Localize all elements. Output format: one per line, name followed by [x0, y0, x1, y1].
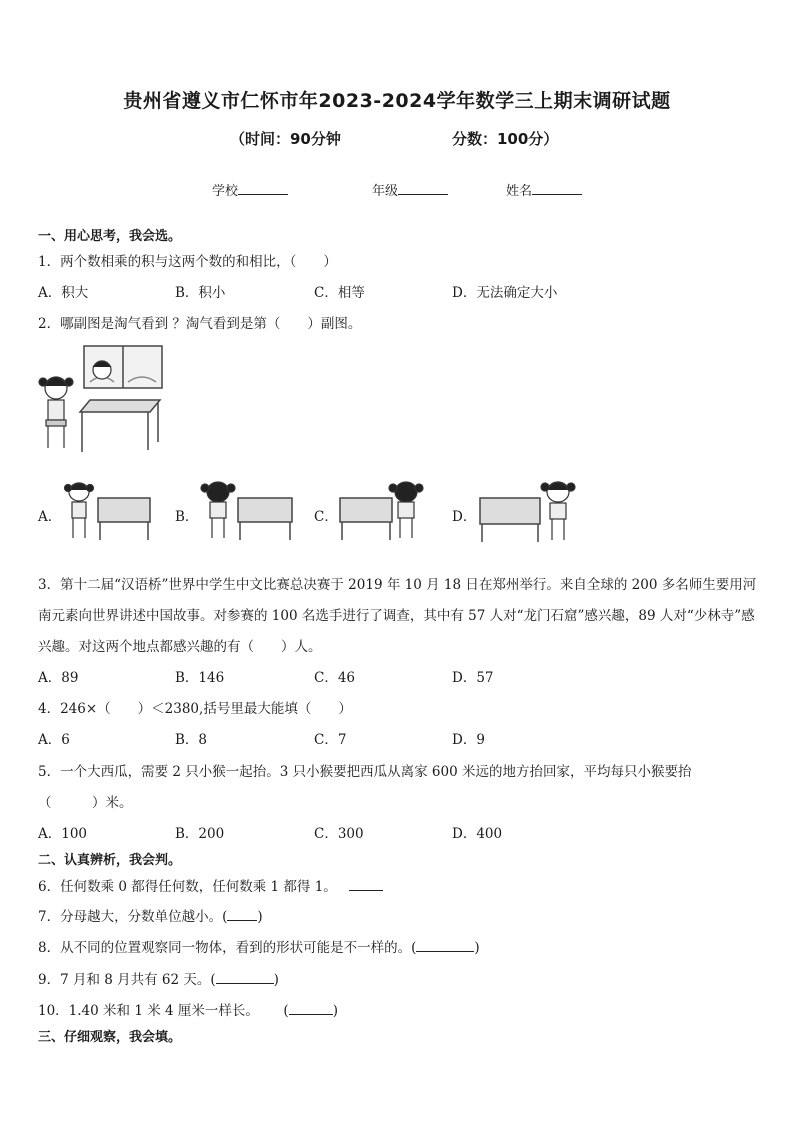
- q4-option-d[interactable]: D．9: [452, 732, 485, 748]
- q2-scene-illustration: [38, 344, 178, 456]
- q1-option-a[interactable]: A．积大: [38, 285, 89, 301]
- q5-option-b[interactable]: B．200: [175, 826, 225, 842]
- q5-option-a[interactable]: A．100: [38, 826, 88, 842]
- grade-blank[interactable]: [398, 182, 448, 195]
- q4-option-a[interactable]: A．6: [38, 732, 70, 748]
- q1-option-d[interactable]: D．无法确定大小: [452, 285, 558, 301]
- name-field[interactable]: [506, 180, 582, 199]
- question-6: [38, 875, 383, 895]
- question-2: 2．哪副图是淘气看到 ？淘气看到是第（ ）副图。: [38, 316, 362, 332]
- question-9-text: 9．7 月和 8 月共有 62 天。(: [38, 972, 216, 988]
- question-10: [38, 999, 338, 1019]
- q8-answer-blank[interactable]: [416, 939, 474, 952]
- q3-option-c[interactable]: C．46: [314, 670, 356, 686]
- q4-option-c[interactable]: C．7: [314, 732, 347, 748]
- school-label: 学校: [212, 184, 239, 199]
- q3-option-b[interactable]: B．146: [175, 670, 225, 686]
- question-7-text: 7．分母越大，分数单位越小。(: [38, 909, 228, 925]
- question-5-line-2: （ ）米。: [38, 795, 133, 811]
- question-8-text: 8．从不同的位置观察同一物体，看到的形状可能是不一样的。(: [38, 940, 417, 956]
- exam-score: 分数：100分）: [452, 130, 559, 148]
- school-field[interactable]: [212, 180, 288, 199]
- girl-icon: [39, 377, 73, 448]
- question-8: [38, 936, 480, 956]
- page-title: 贵州省遵义市仁怀市年2023-2024学年数学三上期末调研试题: [123, 90, 671, 112]
- q3-option-a[interactable]: A．89: [38, 670, 79, 686]
- q3-option-d[interactable]: D．57: [452, 670, 494, 686]
- table-icon: [80, 400, 160, 452]
- school-blank[interactable]: [238, 182, 288, 195]
- q1-option-c[interactable]: C．相等: [314, 285, 365, 301]
- q2-option-b-image[interactable]: [200, 480, 296, 542]
- grade-field[interactable]: [372, 180, 448, 199]
- name-blank[interactable]: [532, 182, 582, 195]
- q2-option-c[interactable]: C．: [314, 509, 338, 525]
- q7-answer-blank[interactable]: [227, 908, 257, 921]
- q7-close-paren: ): [257, 909, 263, 925]
- q2-option-d[interactable]: D．: [452, 509, 477, 525]
- q6-answer-blank[interactable]: [349, 878, 383, 891]
- q2-option-d-image[interactable]: [478, 478, 578, 544]
- grade-label: 年级: [372, 184, 399, 199]
- question-3-line-2: 南元素向世界讲述中国故事。对参赛的 100 名选手进行了调查，其中有 57 人对“龙门石窟”感兴趣，89 人对“少林寺”感: [38, 608, 755, 624]
- section-1-heading: 一、用心思考，我会选。: [38, 229, 182, 244]
- exam-time: （时间：90分钟: [230, 130, 341, 148]
- q10-close-paren: ): [332, 1003, 338, 1019]
- question-3-line-1: 3．第十二届“汉语桥”世界中学生中文比赛总决赛于 2019 年 10 月 18 日在郑州举行。来自全球的 200 多名师生要用河: [38, 577, 757, 593]
- q2-option-b[interactable]: B．: [175, 509, 199, 525]
- question-4: 4．246×（ ）＜2380,括号里最大能填（ ）: [38, 701, 352, 717]
- q1-option-b[interactable]: B．积小: [175, 285, 226, 301]
- name-label: 姓名: [506, 184, 533, 199]
- q2-option-a[interactable]: A．: [38, 509, 62, 525]
- q8-close-paren: ): [474, 940, 480, 956]
- q5-option-c[interactable]: C．300: [314, 826, 364, 842]
- q9-answer-blank[interactable]: [216, 971, 274, 984]
- question-7: [38, 905, 263, 925]
- q4-option-b[interactable]: B．8: [175, 732, 208, 748]
- q5-option-d[interactable]: D．400: [452, 826, 503, 842]
- section-3-heading: 三、仔细观察，我会填。: [38, 1030, 182, 1045]
- question-1: 1．两个数相乘的积与这两个数的和相比，（ ）: [38, 254, 337, 270]
- q9-close-paren: ): [273, 972, 279, 988]
- q10-answer-blank[interactable]: [289, 1002, 333, 1015]
- q2-option-c-image[interactable]: [338, 480, 428, 542]
- boy-icon: [93, 361, 111, 379]
- question-9: [38, 968, 279, 988]
- question-6-text: 6．任何数乘 0 都得任何数，任何数乘 1 都得 1。: [38, 879, 337, 895]
- question-3-line-3: 兴趣。对这两个地点都感兴趣的有（ ）人。: [38, 639, 322, 655]
- section-2-heading: 二、认真辨析，我会判。: [38, 853, 182, 868]
- question-10-text: 10．1.40 米和 1 米 4 厘米一样长。 (: [38, 1003, 289, 1019]
- q2-option-a-image[interactable]: [64, 480, 154, 542]
- question-5-line-1: 5．一个大西瓜，需要 2 只小猴一起抬。3 只小猴要把西瓜从离家 600 米远的地方抬回家，平均每只小猴要抬: [38, 764, 692, 780]
